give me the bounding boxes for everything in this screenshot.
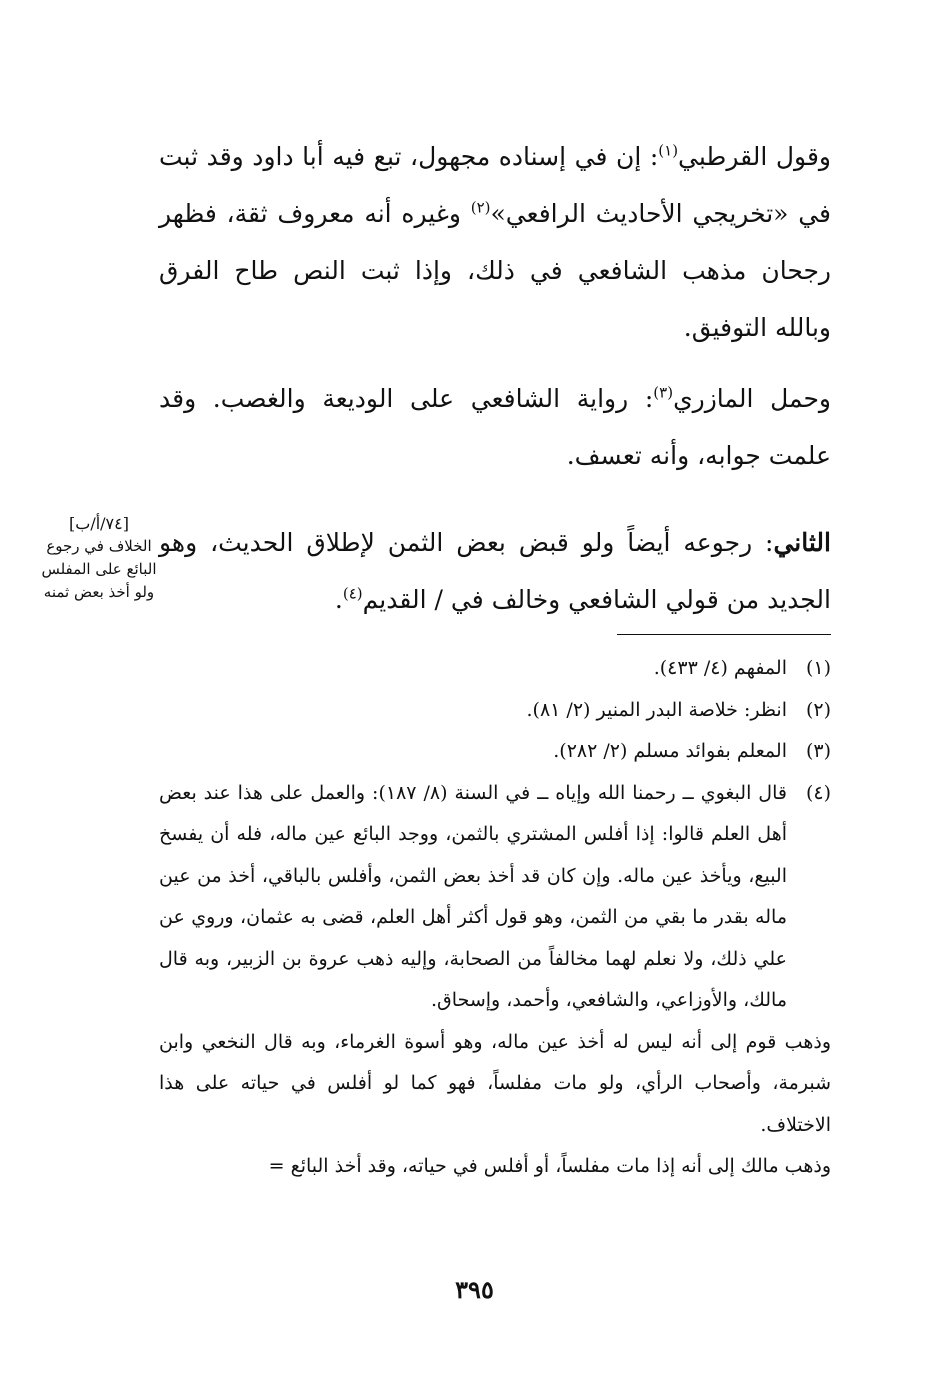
footnote-number: (٣): [805, 740, 831, 762]
paragraph-second: [159, 514, 831, 628]
page-number: ٣٩٥: [455, 1275, 494, 1304]
footnote-ref-3[interactable]: (٣): [653, 383, 674, 402]
paragraph-lead: الثاني: [773, 528, 831, 557]
footnote-continuation: وذهب مالك إلى أنه إذا مات مفلساً، أو أفلس في حياته، وقد أخذ البائع =: [268, 1155, 831, 1177]
paragraph-maziri: [159, 370, 831, 484]
paragraph-text: وقول القرطبي: [678, 142, 831, 171]
footnote-text: المعلم بفوائد مسلم (٢/ ٢٨٢).: [553, 740, 787, 762]
footnote-separator: [617, 634, 831, 635]
footnotes: [159, 648, 831, 1188]
paragraph-text: .: [334, 585, 343, 614]
paragraph-text: : رواية الشافعي على الوديعة والغصب. وقد علمت جوابه، وأنه تعسف.: [159, 384, 831, 470]
footnote-number: (١): [805, 657, 831, 679]
paragraph-qurtubi: [159, 128, 831, 356]
footnote-item: [159, 690, 831, 732]
footnote-text: انظر: خلاصة البدر المنير (٢/ ٨١).: [526, 698, 787, 721]
footnote-continuation: وذهب قوم إلى أنه ليس له أخذ عين ماله، وهو أسوة الغرماء، وبه قال النخعي وابن شبرمة، وأصحاب الرأي، ولو مات مفلساً، فهو كما لو أفلس في حياته على هذا الاختلاف.: [159, 1030, 831, 1136]
footnote-ref-1[interactable]: (١): [658, 141, 679, 160]
paragraph-text: : رجوعه أيضاً ولو قبض بعض الثمن لإطلاق الحديث، وهو الجديد من قولي الشافعي وخالف في / القديم: [159, 528, 831, 614]
footnote-number: (٢): [805, 698, 831, 721]
paragraph-text: وحمل المازري: [673, 384, 831, 413]
footnote-item: [159, 773, 831, 1022]
footnote-item: [159, 648, 831, 690]
paragraph-text: : إن في إسناده مجهول، تبع فيه أبا داود وقد ثبت في «تخريجي الأحاديث الرافعي»: [159, 142, 832, 228]
manuscript-folio-ref: [٧٤/أ/ب]: [69, 514, 129, 533]
footnote-number: (٤): [805, 781, 831, 804]
footnote-text: المفهم (٤/ ٤٣٣).: [653, 657, 787, 679]
paragraph-text: وغيره أنه معروف ثقة، فظهر رجحان مذهب الشافعي في ذلك، وإذا ثبت النص طاح الفرق وبالله التوفيق.: [159, 199, 831, 342]
footnote-item: [159, 731, 831, 773]
margin-note: [39, 512, 159, 604]
margin-heading: الخلاف في رجوع البائع على المفلس ولو أخذ بعض ثمنه: [41, 537, 157, 601]
footnote-ref-2[interactable]: (٢): [470, 198, 491, 217]
footnote-text: قال البغوي ــ رحمنا الله وإياه ــ في السنة (٨/ ١٨٧): والعمل على هذا عند بعض أهل العلم قالوا: إذا أفلس المشتري بالثمن، ووجد البائع عين ماله، فله أن يفسخ البيع، ويأخذ عين ماله. وإن كان قد أخذ بعض الثمن، وأفلس بالباقي، أخذ من عين ماله بقدر ما بقي من الثمن، وهو قول أكثر أهل العلم، قضى به عثمان، وروي عن علي ذلك، ولا نعلم لهما مخالفاً من الصحابة، وإليه ذهب عروة بن الزبير، وبه قال مالك، والأوزاعي، والشافعي، وأحمد، وإسحاق.: [159, 781, 787, 1011]
footnote-ref-4[interactable]: (٤): [342, 584, 363, 603]
